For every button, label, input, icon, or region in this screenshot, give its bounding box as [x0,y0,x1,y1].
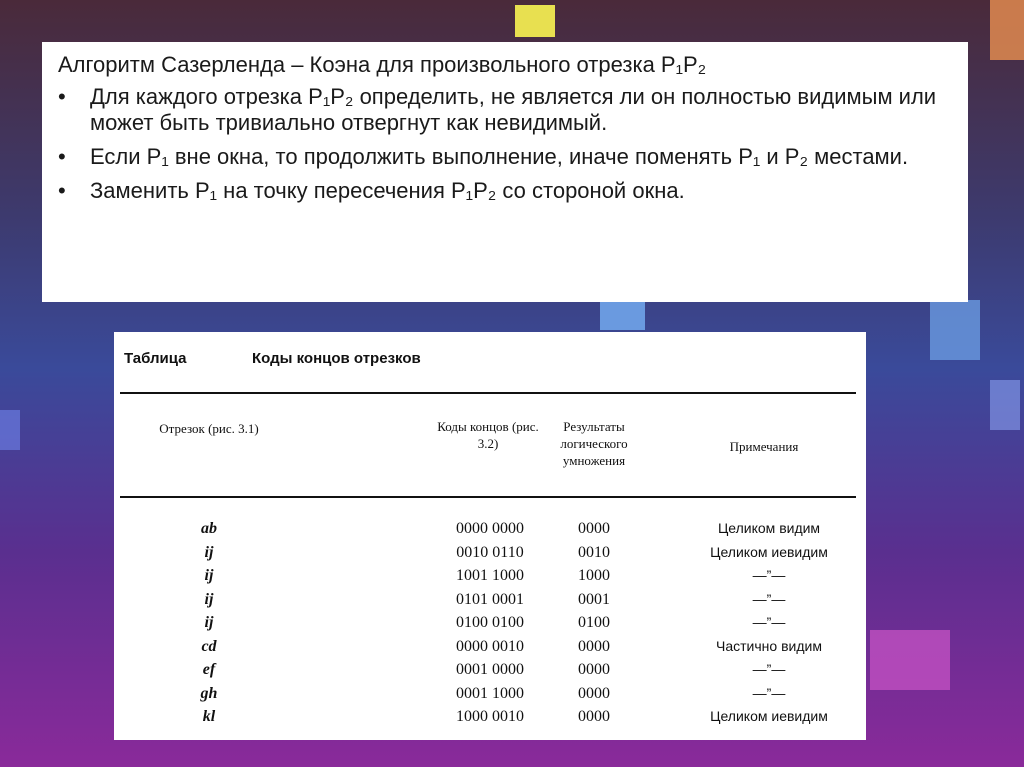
cell-note: Целиком видим [717,520,821,536]
cell-result: 0100 [578,614,610,631]
table-row [114,520,866,544]
cell-result: 0000 [578,708,610,725]
cell-note: —”— [752,590,786,607]
decor-square [600,300,645,330]
cell-codes: 0001 1000 [456,684,524,702]
cell-result: 0000 [578,661,610,678]
decor-square [870,630,950,690]
table-row [114,591,866,615]
decor-square [990,380,1020,430]
bullet-text: Для каждого отрезка P₁P₂ определить, не является ли он полностью видимым или может быть тривиально отвергнут как невидимый. [90,84,937,135]
header-codes: Коды концов (рис. 3.2) [437,419,539,451]
cell-note: —”— [752,661,786,677]
cell-codes: 0101 0001 [456,590,524,608]
cell-note: Целиком иевидим [710,708,828,724]
bullet-dot: • [58,144,66,169]
cell-segment: ij [204,590,214,608]
bullet-text: Если P₁ вне окна, то продолжить выполнение, иначе поменять P₁ и P₂ местами. [90,144,909,169]
cell-segment: ij [204,614,214,631]
cell-codes: 0100 0100 [456,614,524,631]
cell-result: 0000 [578,637,610,655]
bullet-dot: • [58,84,66,109]
slide-heading: Алгоритм Сазерленда – Коэна для произвольного отрезка P₁P₂ [58,52,707,77]
decor-square [0,410,20,450]
table-rule-header [120,496,856,498]
slide-text-box [42,42,968,302]
cell-segment: cd [201,637,217,655]
cell-segment: ij [204,567,214,584]
cell-codes: 0010 0110 [456,543,524,561]
cell-result: 0010 [578,543,610,561]
bullet-list [58,84,952,204]
table-row [114,638,866,662]
table-row [114,614,866,638]
decor-square [515,5,555,37]
table-title: Коды концов отрезков [252,350,421,367]
bullet-text: Заменить P₁ на точку пересечения P₁P₂ со стороной окна. [90,178,685,203]
cell-result: 0001 [578,590,610,608]
cell-note: Частично видим [716,637,822,654]
header-result: Результаты логического умножения [560,419,628,468]
cell-note: —”— [752,684,786,701]
header-segment: Отрезок (рис. 3.1) [159,421,259,436]
cell-segment: gh [200,684,218,702]
cell-codes: 0000 0010 [456,637,524,655]
table-row [114,567,866,591]
cell-result: 0000 [578,520,610,537]
bullet-item [58,84,952,136]
cell-segment: ef [202,661,216,678]
table-row [114,708,866,732]
table-row [114,685,866,709]
table-body [114,520,866,732]
cell-segment: kl [202,708,216,725]
cell-codes: 0000 0000 [456,520,524,537]
cell-segment: ab [201,520,217,537]
bullet-item [58,178,952,204]
decor-square [990,0,1024,60]
cell-note: —”— [752,567,786,583]
cell-codes: 0001 0000 [456,661,524,678]
cell-codes: 1001 1000 [456,567,524,584]
table-rule-top [120,392,856,394]
endpoint-codes-table [114,332,866,740]
cell-codes: 1000 0010 [456,708,524,725]
bullet-dot: • [58,178,66,203]
cell-note: Целиком иевидим [710,543,828,560]
table-row [114,544,866,568]
table-label: Таблица [124,350,187,367]
cell-result: 0000 [578,684,610,702]
cell-result: 1000 [578,567,610,584]
cell-segment: ij [204,543,214,561]
header-note: Примечания [729,439,799,454]
cell-note: —”— [752,614,786,630]
decor-square [930,300,980,360]
bullet-item [58,144,952,170]
table-row [114,661,866,685]
